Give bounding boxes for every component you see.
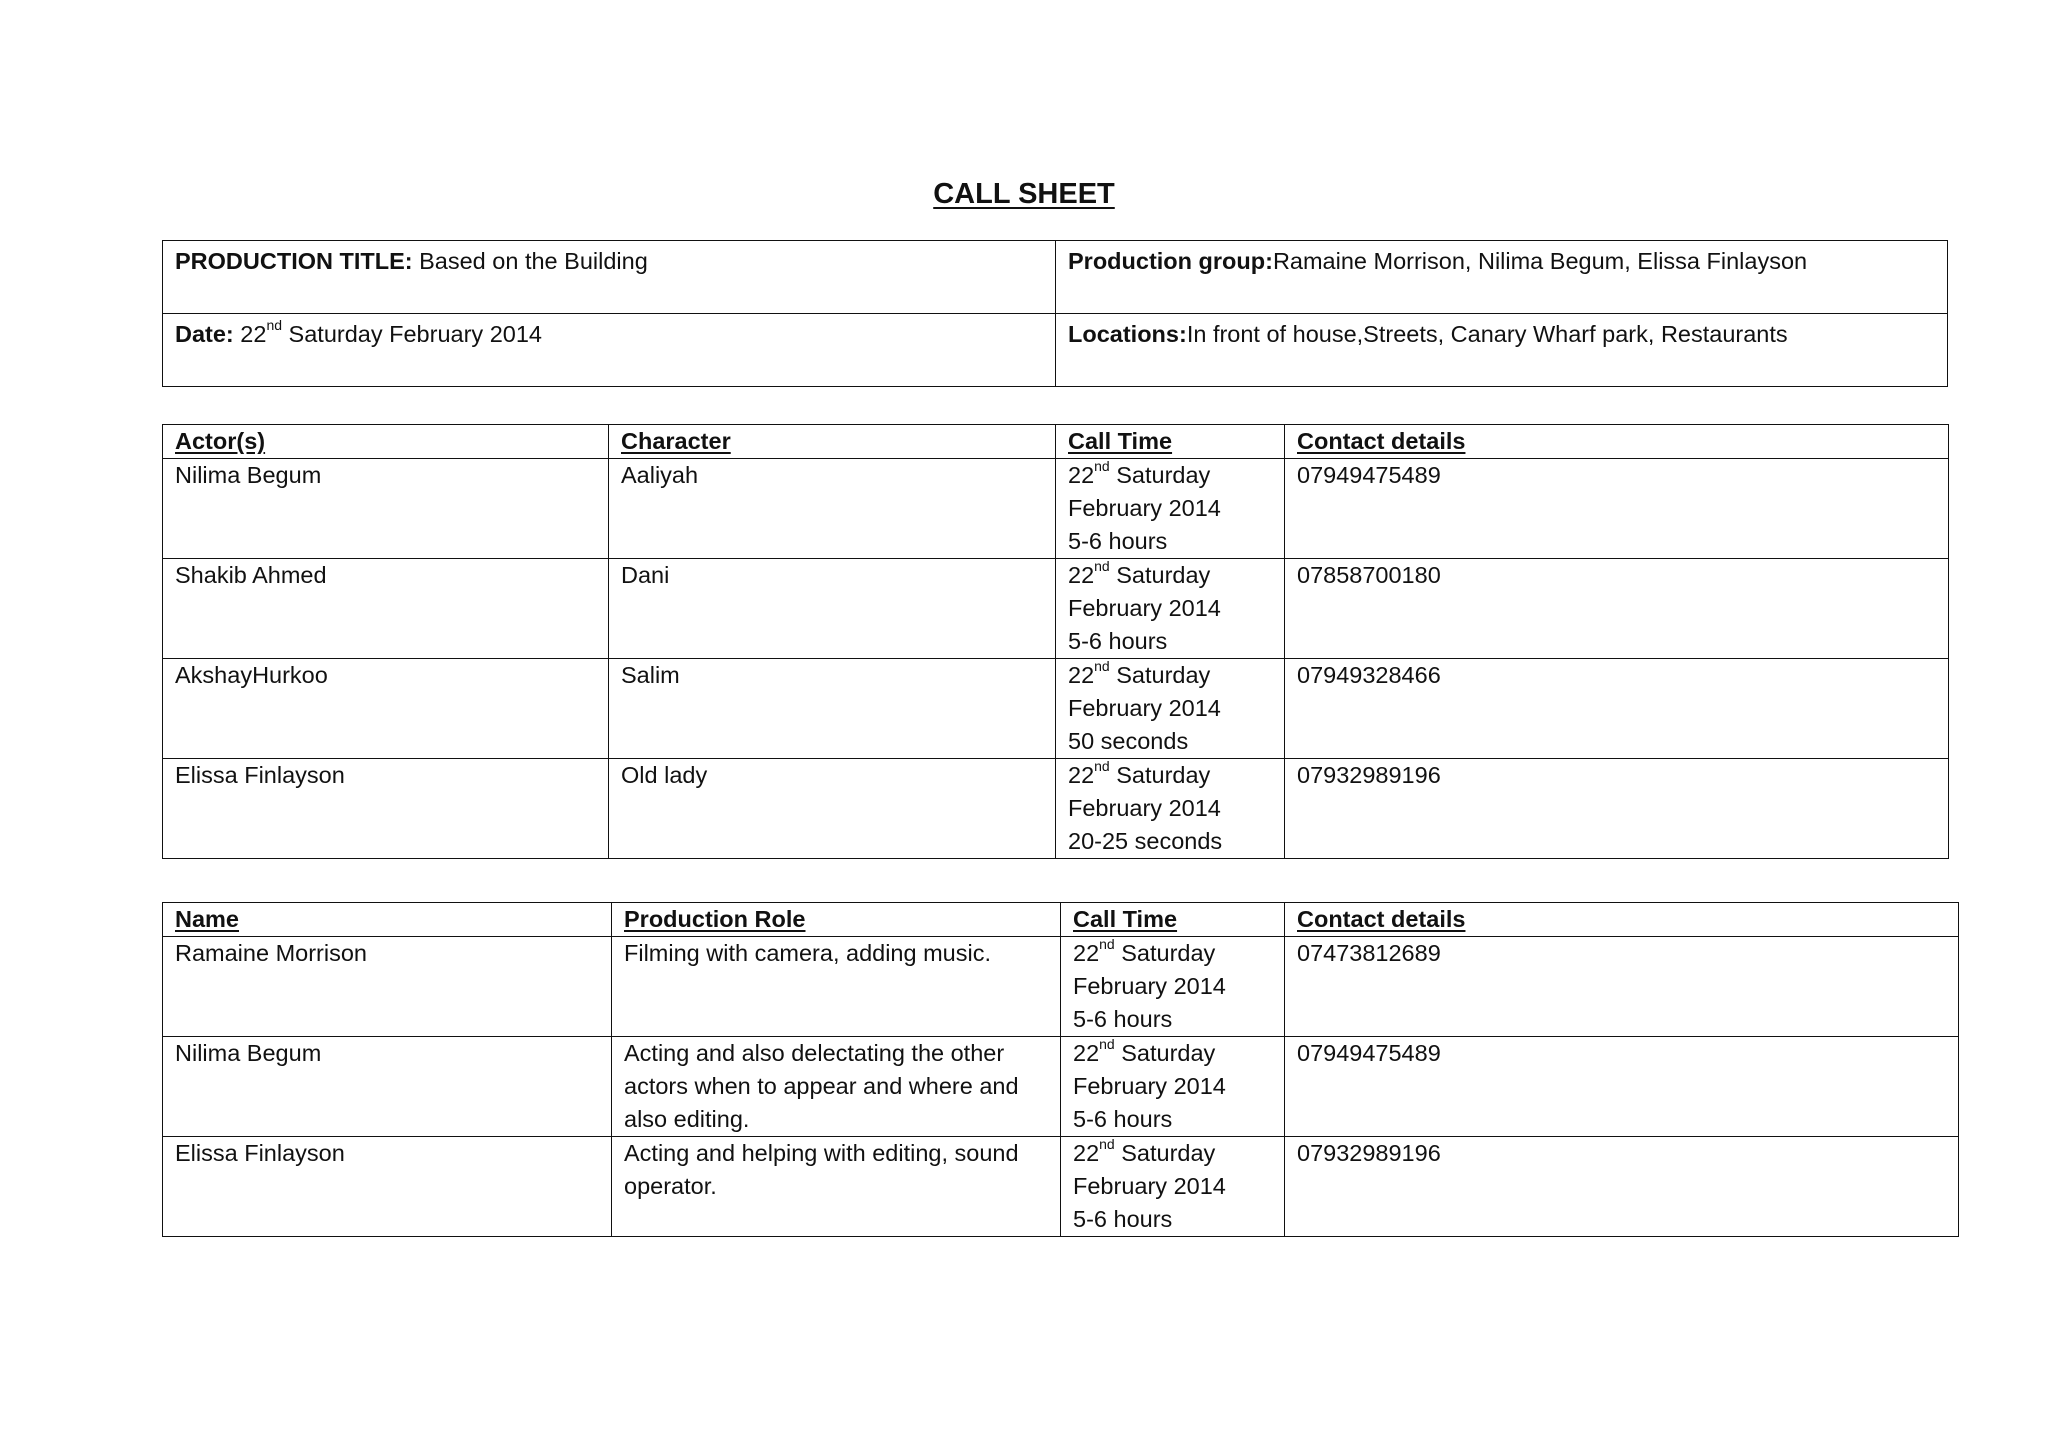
call-month: February 2014 <box>1068 695 1221 721</box>
actor-cell <box>163 759 609 859</box>
crew-header-contact: Contact details <box>1285 903 1959 937</box>
call-day: 22 <box>1068 762 1095 788</box>
production-group-value: Ramaine Morrison, Nilima Begum, Elissa Finlayson <box>1272 248 1808 274</box>
production-info-table <box>162 240 1948 387</box>
role-line: Acting and helping with editing, sound <box>624 1140 1019 1166</box>
contact-number: 07949475489 <box>1297 1040 1441 1066</box>
call-day: 22 <box>1073 1040 1100 1066</box>
crew-body <box>163 937 1959 1237</box>
character-cell <box>609 559 1056 659</box>
call-day: 22 <box>1073 940 1100 966</box>
call-day-suffix: nd <box>1094 558 1110 575</box>
call-day: 22 <box>1073 1140 1100 1166</box>
cast-header-character: Character <box>609 425 1056 459</box>
table-row <box>163 659 1949 759</box>
date-day: 22 <box>233 321 267 347</box>
crew-name: Elissa Finlayson <box>175 1140 345 1166</box>
name-cell <box>163 937 612 1037</box>
call-time-cell <box>1056 659 1285 759</box>
locations-cell <box>1056 314 1948 387</box>
call-time-date <box>1073 1137 1284 1170</box>
character-name: Salim <box>621 662 680 688</box>
contact-cell <box>1285 937 1959 1037</box>
call-month: February 2014 <box>1068 595 1221 621</box>
call-duration: 5-6 hours <box>1068 628 1168 654</box>
contact-cell <box>1285 659 1949 759</box>
cast-table <box>162 424 1949 859</box>
role-cell <box>612 1137 1061 1237</box>
call-month: February 2014 <box>1068 495 1221 521</box>
call-day-suffix: nd <box>1094 758 1110 775</box>
call-weekday: Saturday <box>1109 762 1211 788</box>
crew-name: Nilima Begum <box>175 1040 322 1066</box>
locations-value: In front of house,Streets, Canary Wharf park, Restaurants <box>1186 321 1788 347</box>
actor-cell <box>163 459 609 559</box>
actor-name: Elissa Finlayson <box>175 762 345 788</box>
actor-cell <box>163 559 609 659</box>
date-suffix: nd <box>266 317 283 334</box>
call-day-suffix: nd <box>1099 1136 1115 1153</box>
crew-header-role: Production Role <box>612 903 1061 937</box>
info-row <box>163 314 1948 387</box>
contact-cell <box>1285 1137 1959 1237</box>
call-day-suffix: nd <box>1094 658 1110 675</box>
locations-label: Locations: <box>1068 321 1187 347</box>
crew-table <box>162 902 1959 1237</box>
call-duration: 50 seconds <box>1068 728 1189 754</box>
cast-body <box>163 459 1949 859</box>
call-day-suffix: nd <box>1094 458 1110 475</box>
call-duration: 5-6 hours <box>1073 1206 1173 1232</box>
production-title-label: PRODUCTION TITLE: <box>175 248 413 274</box>
call-month: February 2014 <box>1073 973 1226 999</box>
document-title: CALL SHEET <box>933 178 1115 210</box>
call-day: 22 <box>1068 562 1095 588</box>
role-line: actors when to appear and where and <box>624 1073 1019 1099</box>
contact-cell <box>1285 759 1949 859</box>
cast-header-call-time: Call Time <box>1056 425 1285 459</box>
character-name: Dani <box>621 562 670 588</box>
contact-number: 07473812689 <box>1297 940 1441 966</box>
actor-name: Shakib Ahmed <box>175 562 327 588</box>
contact-cell <box>1285 559 1949 659</box>
production-group-cell <box>1056 241 1948 314</box>
actor-cell <box>163 659 609 759</box>
contact-number: 07949475489 <box>1297 462 1441 488</box>
contact-cell <box>1285 459 1949 559</box>
crew-header-call-time: Call Time <box>1061 903 1285 937</box>
call-time-cell <box>1061 1037 1285 1137</box>
call-month: February 2014 <box>1068 795 1221 821</box>
actor-name: AkshayHurkoo <box>175 662 328 688</box>
cast-header-row <box>163 425 1949 459</box>
production-title-value: Based on the Building <box>412 248 648 274</box>
contact-number: 07932989196 <box>1297 1140 1441 1166</box>
call-weekday: Saturday <box>1109 662 1211 688</box>
call-weekday: Saturday <box>1109 462 1211 488</box>
role-line: operator. <box>624 1173 717 1199</box>
table-row <box>163 759 1949 859</box>
call-month: February 2014 <box>1073 1073 1226 1099</box>
table-row <box>163 937 1959 1037</box>
character-cell <box>609 459 1056 559</box>
table-row <box>163 1137 1959 1237</box>
role-cell <box>612 1037 1061 1137</box>
crew-header-row <box>163 903 1959 937</box>
cast-header-actor: Actor(s) <box>163 425 609 459</box>
call-duration: 5-6 hours <box>1073 1106 1173 1132</box>
production-group-label: Production group: <box>1068 248 1273 274</box>
call-time-cell <box>1056 759 1285 859</box>
crew-name: Ramaine Morrison <box>175 940 367 966</box>
character-cell <box>609 759 1056 859</box>
date-cell <box>163 314 1056 387</box>
call-duration: 5-6 hours <box>1073 1006 1173 1032</box>
call-weekday: Saturday <box>1114 1140 1216 1166</box>
call-day-suffix: nd <box>1099 936 1115 953</box>
table-row <box>163 1037 1959 1137</box>
call-time-cell <box>1061 1137 1285 1237</box>
info-row <box>163 241 1948 314</box>
character-name: Aaliyah <box>621 462 699 488</box>
call-time-date <box>1068 459 1284 492</box>
call-time-date <box>1073 937 1284 970</box>
role-line: Acting and also delectating the other <box>624 1040 1005 1066</box>
call-day: 22 <box>1068 462 1095 488</box>
call-duration: 5-6 hours <box>1068 528 1168 554</box>
actor-name: Nilima Begum <box>175 462 322 488</box>
role-line: also editing. <box>624 1106 750 1132</box>
table-row <box>163 459 1949 559</box>
call-month: February 2014 <box>1073 1173 1226 1199</box>
call-time-date <box>1073 1037 1284 1070</box>
role-line: Filming with camera, adding music. <box>624 940 991 966</box>
name-cell <box>163 1037 612 1137</box>
call-day-suffix: nd <box>1099 1036 1115 1053</box>
call-duration: 20-25 seconds <box>1068 828 1223 854</box>
cast-header-contact: Contact details <box>1285 425 1949 459</box>
contact-number: 07949328466 <box>1297 662 1441 688</box>
character-cell <box>609 659 1056 759</box>
call-weekday: Saturday <box>1109 562 1211 588</box>
contact-number: 07932989196 <box>1297 762 1441 788</box>
call-time-cell <box>1056 559 1285 659</box>
date-rest: Saturday February 2014 <box>282 321 542 347</box>
contact-number: 07858700180 <box>1297 562 1441 588</box>
contact-cell <box>1285 1037 1959 1137</box>
date-label: Date: <box>175 321 234 347</box>
call-weekday: Saturday <box>1114 940 1216 966</box>
call-time-cell <box>1061 937 1285 1037</box>
call-time-date <box>1068 759 1284 792</box>
table-row <box>163 559 1949 659</box>
call-weekday: Saturday <box>1114 1040 1216 1066</box>
call-day: 22 <box>1068 662 1095 688</box>
production-title-cell <box>163 241 1056 314</box>
character-name: Old lady <box>621 762 708 788</box>
call-time-cell <box>1056 459 1285 559</box>
role-cell <box>612 937 1061 1037</box>
call-time-date <box>1068 559 1284 592</box>
crew-header-name: Name <box>163 903 612 937</box>
name-cell <box>163 1137 612 1237</box>
call-time-date <box>1068 659 1284 692</box>
